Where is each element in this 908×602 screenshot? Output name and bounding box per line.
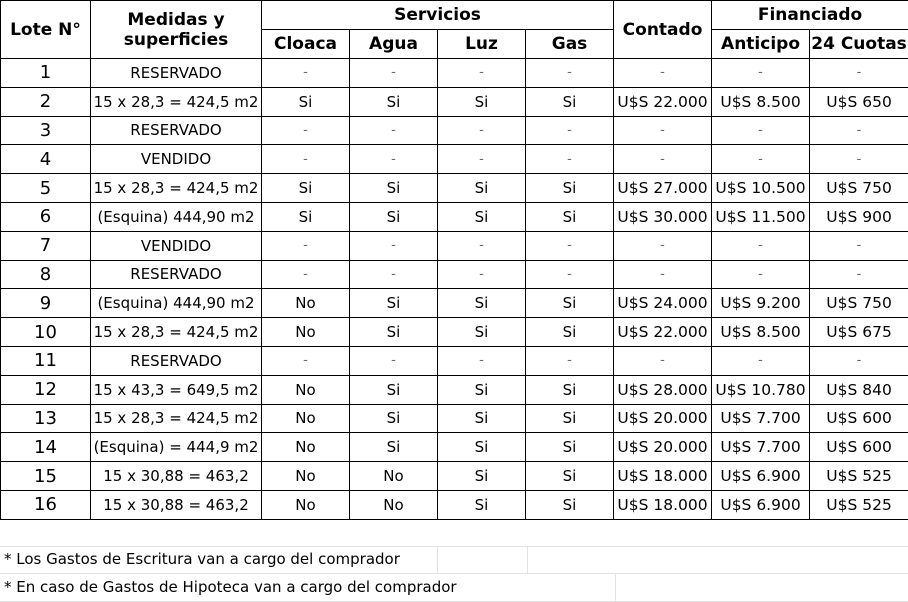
cell-luz: Si	[438, 202, 526, 231]
cell-medidas: 15 x 30,88 = 463,2	[91, 462, 262, 491]
cell-contado: U$S 30.000	[614, 202, 712, 231]
cell-medidas: VENDIDO	[91, 145, 262, 174]
cell-gas: -	[526, 116, 614, 145]
cell-medidas: RESERVADO	[91, 260, 262, 289]
cell-agua: -	[350, 231, 438, 260]
table-row	[1, 202, 908, 231]
cell-anticipo: U$S 7.700	[712, 404, 810, 433]
cell-gas: -	[526, 59, 614, 88]
cell-medidas: (Esquina) = 444,9 m2	[91, 433, 262, 462]
cell-luz: -	[438, 145, 526, 174]
cell-lote: 8	[1, 260, 91, 289]
header-medidas-line2: superficies	[91, 30, 261, 50]
cell-gas: -	[526, 145, 614, 174]
cell-anticipo: U$S 6.900	[712, 490, 810, 519]
cell-gas: Si	[526, 404, 614, 433]
cell-luz: -	[438, 260, 526, 289]
cell-anticipo: U$S 11.500	[712, 202, 810, 231]
table-row	[1, 59, 908, 88]
cell-cloaca: No	[262, 404, 350, 433]
cell-lote: 14	[1, 433, 91, 462]
header-luz: Luz	[438, 30, 526, 59]
cell-luz: Si	[438, 87, 526, 116]
cell-gas: Si	[526, 490, 614, 519]
cell-contado: U$S 22.000	[614, 318, 712, 347]
cell-medidas: RESERVADO	[91, 116, 262, 145]
cell-anticipo: -	[712, 260, 810, 289]
cell-gas: Si	[526, 462, 614, 491]
cell-lote: 1	[1, 59, 91, 88]
footnote-escritura	[0, 546, 908, 574]
cell-cloaca: -	[262, 346, 350, 375]
cell-luz: Si	[438, 174, 526, 203]
table-row	[1, 375, 908, 404]
cell-medidas: 15 x 28,3 = 424,5 m2	[91, 174, 262, 203]
cell-lote: 3	[1, 116, 91, 145]
blank-row	[0, 520, 908, 547]
table-row	[1, 145, 908, 174]
cell-cloaca: No	[262, 375, 350, 404]
header-contado: Contado	[614, 1, 712, 59]
cell-gas: Si	[526, 202, 614, 231]
cell-agua: Si	[350, 433, 438, 462]
cell-cloaca: -	[262, 145, 350, 174]
cell-contado: U$S 24.000	[614, 289, 712, 318]
sheet-gridline	[615, 574, 616, 601]
cell-cuotas: -	[810, 145, 908, 174]
header-agua: Agua	[350, 30, 438, 59]
cell-anticipo: U$S 8.500	[712, 87, 810, 116]
header-financiado: Financiado	[712, 1, 908, 30]
cell-medidas: 15 x 28,3 = 424,5 m2	[91, 404, 262, 433]
table-row	[1, 260, 908, 289]
cell-contado: -	[614, 145, 712, 174]
cell-lote: 12	[1, 375, 91, 404]
cell-cuotas: U$S 650	[810, 87, 908, 116]
table-row	[1, 318, 908, 347]
cell-agua: Si	[350, 318, 438, 347]
cell-cuotas: U$S 750	[810, 289, 908, 318]
table-row	[1, 174, 908, 203]
cell-cuotas: U$S 900	[810, 202, 908, 231]
sheet-gridline	[437, 546, 438, 573]
cell-cuotas: -	[810, 116, 908, 145]
header-cuotas: 24 Cuotas	[810, 30, 908, 59]
table-row	[1, 346, 908, 375]
header-cloaca: Cloaca	[262, 30, 350, 59]
cell-agua: Si	[350, 404, 438, 433]
cell-gas: Si	[526, 375, 614, 404]
table-row	[1, 433, 908, 462]
header-medidas-line1: Medidas y	[91, 10, 261, 30]
cell-medidas: RESERVADO	[91, 59, 262, 88]
cell-cuotas: -	[810, 260, 908, 289]
cell-luz: Si	[438, 404, 526, 433]
cell-agua: -	[350, 260, 438, 289]
cell-agua: -	[350, 59, 438, 88]
cell-gas: -	[526, 346, 614, 375]
cell-anticipo: -	[712, 231, 810, 260]
cell-lote: 2	[1, 87, 91, 116]
cell-anticipo: U$S 7.700	[712, 433, 810, 462]
cell-cloaca: Si	[262, 174, 350, 203]
cell-lote: 9	[1, 289, 91, 318]
cell-agua: -	[350, 145, 438, 174]
cell-agua: Si	[350, 375, 438, 404]
cell-agua: -	[350, 116, 438, 145]
cell-contado: -	[614, 346, 712, 375]
cell-medidas: 15 x 28,3 = 424,5 m2	[91, 318, 262, 347]
cell-lote: 11	[1, 346, 91, 375]
header-servicios: Servicios	[262, 1, 614, 30]
cell-gas: Si	[526, 174, 614, 203]
cell-lote: 7	[1, 231, 91, 260]
table-row	[1, 289, 908, 318]
cell-gas: Si	[526, 318, 614, 347]
cell-luz: Si	[438, 375, 526, 404]
footnotes	[0, 546, 908, 602]
cell-contado: U$S 18.000	[614, 490, 712, 519]
cell-cuotas: U$S 525	[810, 490, 908, 519]
cell-luz: Si	[438, 462, 526, 491]
cell-cloaca: No	[262, 433, 350, 462]
cell-anticipo: U$S 9.200	[712, 289, 810, 318]
cell-gas: -	[526, 231, 614, 260]
cell-cloaca: Si	[262, 202, 350, 231]
cell-agua: Si	[350, 289, 438, 318]
cell-agua: No	[350, 490, 438, 519]
cell-agua: Si	[350, 87, 438, 116]
cell-cloaca: -	[262, 260, 350, 289]
cell-contado: -	[614, 231, 712, 260]
cell-cloaca: Si	[262, 87, 350, 116]
header-gas: Gas	[526, 30, 614, 59]
cell-medidas: (Esquina) 444,90 m2	[91, 202, 262, 231]
cell-lote: 13	[1, 404, 91, 433]
table-row	[1, 462, 908, 491]
cell-cloaca: No	[262, 462, 350, 491]
cell-anticipo: -	[712, 346, 810, 375]
cell-cuotas: -	[810, 346, 908, 375]
cell-medidas: VENDIDO	[91, 231, 262, 260]
cell-medidas: (Esquina) 444,90 m2	[91, 289, 262, 318]
table-row	[1, 404, 908, 433]
cell-gas: Si	[526, 289, 614, 318]
cell-cuotas: U$S 600	[810, 433, 908, 462]
cell-agua: -	[350, 346, 438, 375]
cell-anticipo: -	[712, 116, 810, 145]
cell-cloaca: -	[262, 231, 350, 260]
cell-medidas: 15 x 43,3 = 649,5 m2	[91, 375, 262, 404]
cell-contado: -	[614, 260, 712, 289]
header-anticipo: Anticipo	[712, 30, 810, 59]
cell-cloaca: No	[262, 490, 350, 519]
cell-luz: -	[438, 116, 526, 145]
cell-cuotas: U$S 840	[810, 375, 908, 404]
lots-body	[1, 59, 908, 520]
cell-gas: Si	[526, 87, 614, 116]
cell-anticipo: U$S 10.780	[712, 375, 810, 404]
cell-contado: U$S 18.000	[614, 462, 712, 491]
table-row	[1, 231, 908, 260]
table-row	[1, 116, 908, 145]
cell-cloaca: -	[262, 116, 350, 145]
footnote-hipoteca-text: * En caso de Gastos de Hipoteca van a cargo del comprador	[4, 578, 457, 596]
cell-cloaca: No	[262, 289, 350, 318]
cell-luz: Si	[438, 490, 526, 519]
cell-gas: -	[526, 260, 614, 289]
cell-anticipo: U$S 8.500	[712, 318, 810, 347]
cell-contado: -	[614, 116, 712, 145]
cell-anticipo: U$S 6.900	[712, 462, 810, 491]
cell-cuotas: -	[810, 59, 908, 88]
cell-luz: -	[438, 59, 526, 88]
cell-gas: Si	[526, 433, 614, 462]
cell-agua: Si	[350, 202, 438, 231]
cell-luz: Si	[438, 433, 526, 462]
cell-contado: U$S 20.000	[614, 433, 712, 462]
footnote-hipoteca	[0, 574, 908, 602]
cell-contado: U$S 22.000	[614, 87, 712, 116]
cell-contado: U$S 28.000	[614, 375, 712, 404]
cell-cuotas: U$S 600	[810, 404, 908, 433]
footnote-escritura-text: * Los Gastos de Escritura van a cargo del comprador	[4, 550, 400, 568]
cell-lote: 6	[1, 202, 91, 231]
cell-lote: 10	[1, 318, 91, 347]
sheet-gridline	[527, 546, 528, 573]
cell-medidas: 15 x 28,3 = 424,5 m2	[91, 87, 262, 116]
cell-lote: 15	[1, 462, 91, 491]
cell-anticipo: -	[712, 145, 810, 174]
table-row	[1, 490, 908, 519]
cell-luz: -	[438, 346, 526, 375]
cell-luz: Si	[438, 318, 526, 347]
cell-contado: U$S 27.000	[614, 174, 712, 203]
cell-cuotas: U$S 525	[810, 462, 908, 491]
cell-cloaca: No	[262, 318, 350, 347]
cell-medidas: RESERVADO	[91, 346, 262, 375]
cell-cuotas: U$S 750	[810, 174, 908, 203]
cell-anticipo: U$S 10.500	[712, 174, 810, 203]
cell-agua: Si	[350, 174, 438, 203]
table-row	[1, 87, 908, 116]
cell-agua: No	[350, 462, 438, 491]
header-medidas	[91, 1, 262, 59]
cell-cuotas: -	[810, 231, 908, 260]
cell-lote: 4	[1, 145, 91, 174]
cell-cuotas: U$S 675	[810, 318, 908, 347]
cell-luz: -	[438, 231, 526, 260]
cell-cloaca: -	[262, 59, 350, 88]
cell-anticipo: -	[712, 59, 810, 88]
header-lote: Lote N°	[1, 1, 91, 59]
cell-contado: U$S 20.000	[614, 404, 712, 433]
cell-contado: -	[614, 59, 712, 88]
cell-luz: Si	[438, 289, 526, 318]
cell-medidas: 15 x 30,88 = 463,2	[91, 490, 262, 519]
cell-lote: 16	[1, 490, 91, 519]
cell-lote: 5	[1, 174, 91, 203]
